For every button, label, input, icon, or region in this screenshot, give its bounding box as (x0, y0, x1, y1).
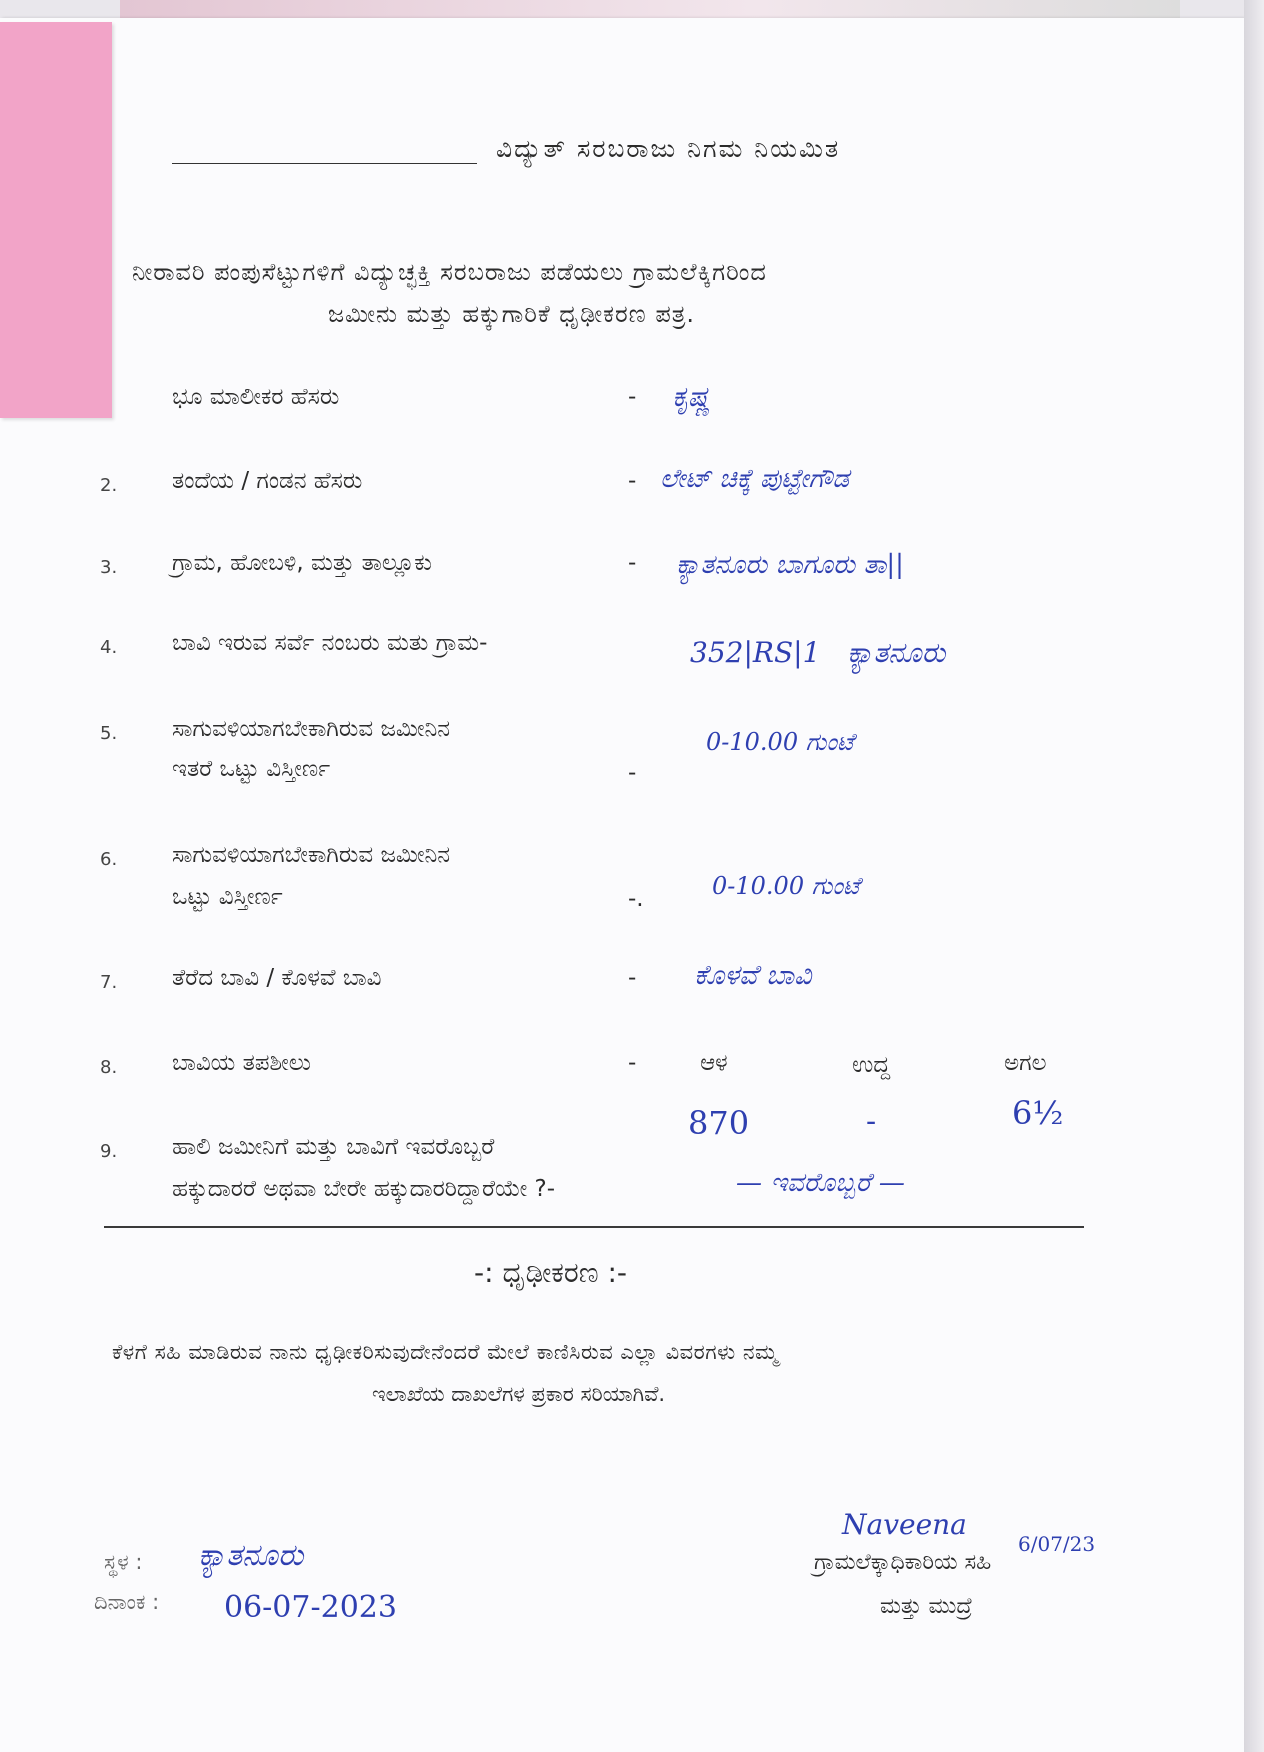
well-length-label: ಉದ್ದ (852, 1052, 891, 1078)
field-number: 7. (100, 972, 118, 993)
date-label: ದಿನಾಂಕ : (94, 1590, 160, 1614)
field-label: ಬಾವಿಯ ತಪಶೀಲು (172, 1050, 311, 1076)
field-separator: - (628, 760, 637, 786)
officer-seal-label: ಮತ್ತು ಮುದ್ರೆ (880, 1594, 973, 1619)
field-number: 5. (100, 723, 118, 744)
field-separator: -. (628, 886, 644, 912)
well-width-value: 6½ (1012, 1094, 1064, 1132)
officer-signature-label: ಗ್ರಾಮಲೆಕ್ಕಾಧಿಕಾರಿಯ ಸಹಿ (814, 1550, 992, 1575)
officer-signature: Naveena (842, 1508, 967, 1541)
field-separator: - (628, 965, 637, 991)
field-handwritten-value: — ಇವರೊಬ್ಬರೆ — (736, 1168, 905, 1198)
field-handwritten-value: 352|RS|1 ಕ್ಯಾತನೂರು (690, 636, 946, 669)
page-top-edge (120, 0, 1180, 20)
field-label: ಭೂ ಮಾಲೀಕರ ಹೆಸರು (172, 384, 340, 410)
field-label: ಸಾಗುವಳಿಯಾಗಬೇಕಾಗಿರುವ ಜಮೀನಿನ (172, 842, 451, 868)
certification-text-line2: ಇಲಾಖೆಯ ದಾಖಲೆಗಳ ಪ್ರಕಾರ ಸರಿಯಾಗಿವೆ. (372, 1382, 666, 1406)
place-value: ಕ್ಯಾತನೂರು (198, 1538, 304, 1573)
field-number: 4. (100, 637, 118, 658)
field-label-continued: ಒಟ್ಟು ವಿಸ್ತೀರ್ಣ (172, 884, 283, 910)
well-width-label: ಅಗಲ (1004, 1050, 1047, 1076)
well-depth-label: ಆಳ (700, 1050, 728, 1076)
field-handwritten-value: ಕೊಳವೆ ಬಾವಿ (694, 960, 812, 991)
company-name: ವಿದ್ಯುತ್ ಸರಬರಾಜು ನಿಗಮ ನಿಯಮಿತ (496, 134, 841, 163)
field-handwritten-value: ಕೃಷ್ಣ (672, 380, 711, 413)
field-number: 8. (100, 1057, 118, 1078)
header-blank-line (172, 163, 477, 164)
field-separator: - (628, 1050, 637, 1076)
field-number: 2. (100, 475, 118, 496)
field-separator: - (628, 384, 637, 410)
field-label: ತಂದೆಯ / ಗಂಡನ ಹೆಸರು (172, 468, 363, 494)
field-label-continued: ಇತರೆ ಒಟ್ಟು ವಿಸ್ತೀರ್ಣ (172, 756, 331, 782)
field-handwritten-value: 0-10.00 ಗುಂಟೆ (712, 872, 860, 900)
field-label: ತೆರೆದ ಬಾವಿ / ಕೊಳವೆ ಬಾವಿ (172, 965, 382, 991)
field-label-continued: ಹಕ್ಕುದಾರರೆ ಅಥವಾ ಬೇರೇ ಹಕ್ಕುದಾರರಿದ್ದಾರೆಯೇ ?- (172, 1176, 556, 1202)
field-handwritten-value: ಲೇಟ್ ಚಿಕ್ಕೆ ಪುಟ್ಟೇಗೌಡ (660, 464, 849, 494)
field-separator: - (628, 550, 637, 576)
field-label: ಸಾಗುವಳಿಯಾಗಬೇಕಾಗಿರುವ ಜಮೀನಿನ (172, 716, 451, 742)
field-label: ಗ್ರಾಮ, ಹೋಬಳಿ, ಮತ್ತು ತಾಲ್ಲೂಕು (172, 550, 432, 576)
field-number: 6. (100, 849, 118, 870)
field-handwritten-value: 0-10.00 ಗುಂಟೆ (706, 728, 854, 756)
field-label: ಹಾಲಿ ಜಮೀನಿಗೆ ಮತ್ತು ಬಾವಿಗೆ ಇವರೊಬ್ಬರೆ (172, 1134, 495, 1160)
well-length-value: - (866, 1104, 877, 1139)
field-handwritten-value: ಕ್ಯಾತನೂರು ಬಾಗೂರು ತಾ|| (676, 550, 904, 580)
well-depth-value: 870 (688, 1104, 750, 1142)
field-separator: - (628, 468, 637, 494)
certification-heading: -: ಧೃಢೀಕರಣ :- (474, 1256, 627, 1289)
date-value: 06-07-2023 (224, 1590, 397, 1625)
certification-text-line1: ಕೆಳಗೆ ಸಹಿ ಮಾಡಿರುವ ನಾನು ಧೃಢೀಕರಿಸುವುದೇನೆಂದರೆ ಮೇಲೆ ಕಾಣಿಸಿರುವ ಎಲ್ಲಾ ವಿವರಗಳು ನಮ್ಮ (112, 1340, 779, 1364)
section-divider (104, 1226, 1084, 1228)
field-number: 3. (100, 557, 118, 578)
form-title-line1: ನೀರಾವರಿ ಪಂಪುಸೆಟ್ಟುಗಳಿಗೆ ವಿದ್ಯುಚ್ಛಕ್ತಿ ಸರಬರಾಜು ಪಡೆಯಲು ಗ್ರಾಮಲೆಕ್ಕಿಗರಿಂದ (132, 258, 767, 286)
field-number: 9. (100, 1141, 118, 1162)
place-label: ಸ್ಥಳ : (104, 1550, 143, 1574)
field-label: ಬಾವಿ ಇರುವ ಸರ್ವೆ ನಂಬರು ಮತು ಗ್ರಾಮ- (172, 630, 488, 656)
signature-date: 6/07/23 (1018, 1532, 1096, 1556)
page-right-edge (1244, 0, 1264, 1752)
form-title-line2: ಜಮೀನು ಮತ್ತು ಹಕ್ಕುಗಾರಿಕೆ ಧೃಢೀಕರಣ ಪತ್ರ. (328, 300, 696, 328)
pink-sticky-note (0, 22, 112, 418)
